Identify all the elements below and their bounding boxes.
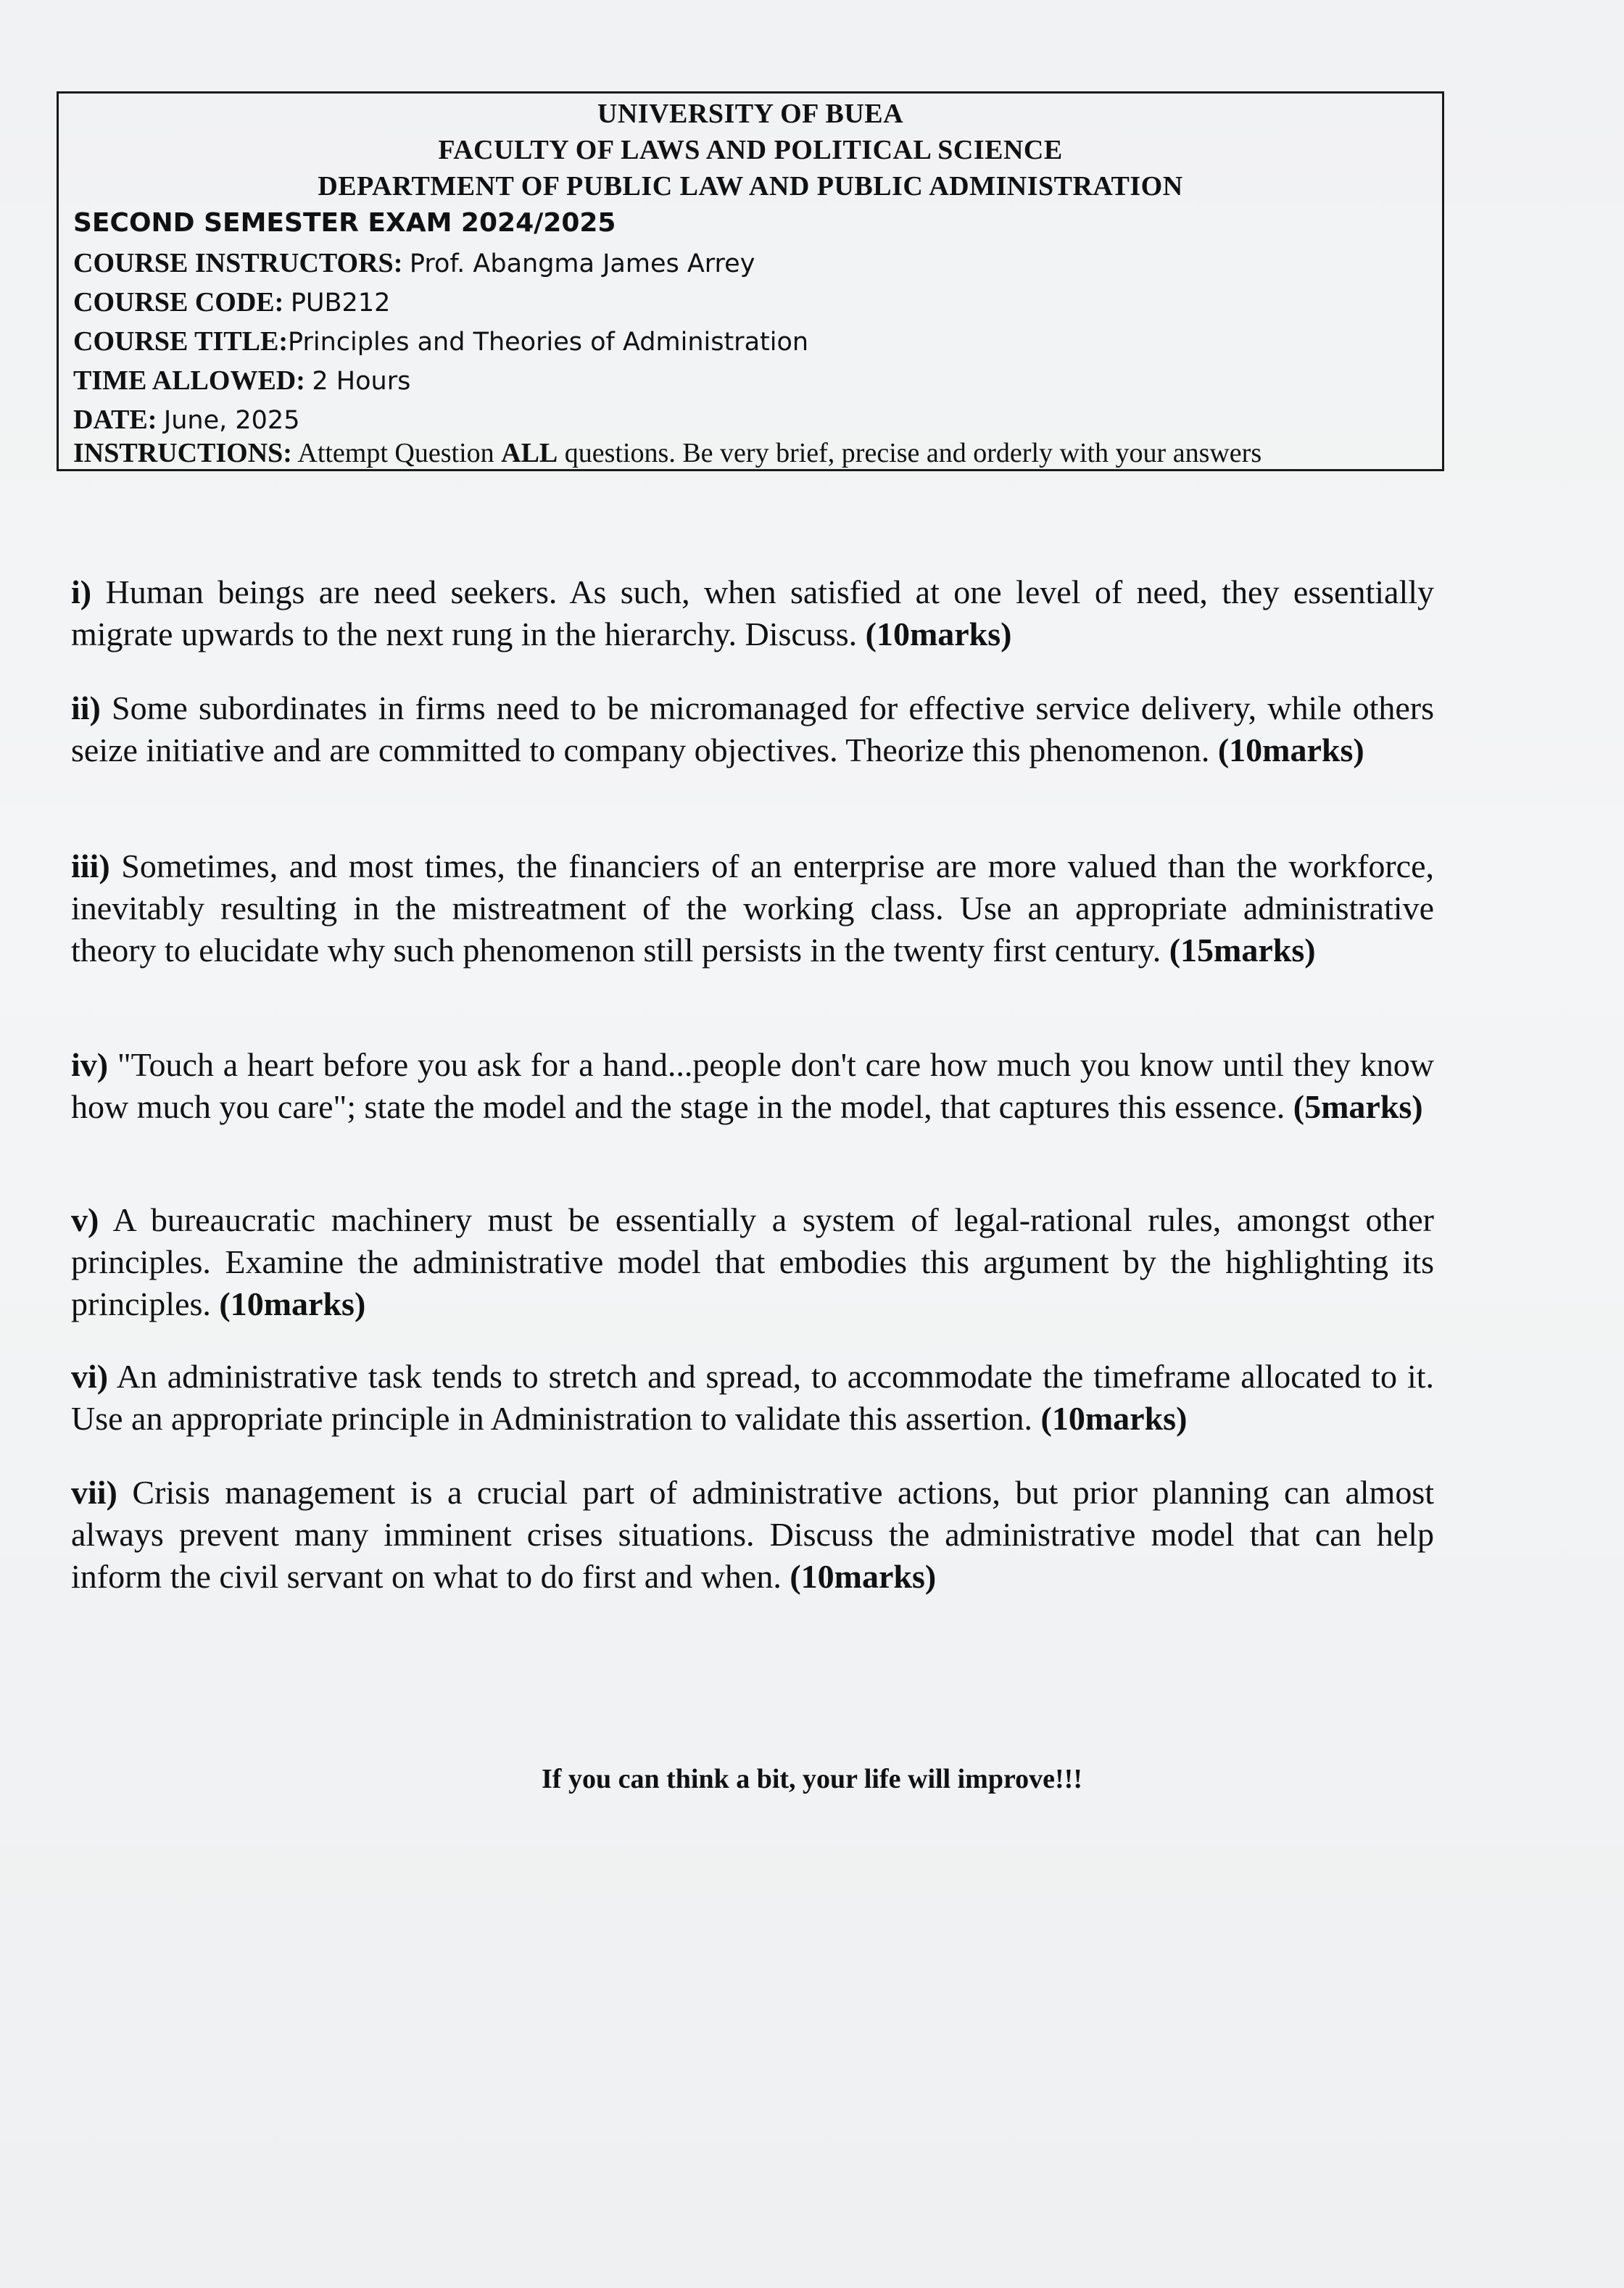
instructions-label: INSTRUCTIONS: bbox=[73, 438, 292, 468]
question-marks: (10marks) bbox=[1040, 1400, 1188, 1437]
question-text: An administrative task tends to stretch and spread, to accommodate the timeframe allocated to it. Use an appropriate principle in Administration to validate this assertion. bbox=[71, 1358, 1434, 1437]
question-text: Some subordinates in firms need to be micromanaged for effective service delivery, while others seize initiative and are committed to company objectives. Theorize this phenomenon. bbox=[71, 689, 1435, 768]
question-2 bbox=[71, 687, 1434, 771]
question-3 bbox=[71, 845, 1434, 971]
time-allowed-label: TIME ALLOWED: bbox=[73, 365, 305, 396]
course-code-line bbox=[73, 286, 390, 318]
instructions-post: questions. Be very brief, precise and orderly with your answers bbox=[564, 438, 1262, 468]
question-marks: (10marks) bbox=[1217, 731, 1364, 768]
time-allowed-line bbox=[73, 365, 410, 397]
question-text: Crisis management is a crucial part of administrative actions, but prior planning can almost always prevent many imminent crises situations. Discuss the administrative model that can help inform the civil servant on what to do first and when. bbox=[71, 1474, 1435, 1595]
question-number: iv) bbox=[71, 1046, 109, 1083]
date-line bbox=[73, 404, 299, 436]
instructions-line bbox=[73, 437, 1262, 469]
question-number: ii) bbox=[71, 689, 101, 726]
date-label: DATE: bbox=[73, 405, 157, 435]
question-number: vii) bbox=[71, 1474, 117, 1511]
course-title-label: COURSE TITLE: bbox=[73, 326, 289, 357]
question-1 bbox=[71, 571, 1434, 655]
question-4 bbox=[71, 1044, 1434, 1128]
footer-motto: If you can think a bit, your life will improve!!! bbox=[542, 1764, 1082, 1794]
question-marks: (15marks) bbox=[1169, 932, 1316, 969]
time-allowed-value: 2 Hours bbox=[312, 367, 411, 396]
instructors-line bbox=[73, 247, 755, 279]
instructions-pre: Attempt Question bbox=[297, 438, 494, 468]
university-name: UNIVERSITY OF BUEA bbox=[597, 99, 904, 129]
instructors-value: Prof. Abangma James Arrey bbox=[409, 249, 755, 278]
question-marks: (10marks) bbox=[790, 1558, 937, 1595]
semester-line: SECOND SEMESTER EXAM 2024/2025 bbox=[73, 208, 616, 238]
question-text: A bureaucratic machinery must be essentially a system of legal-rational rules, amongst other principles. Examine the administrative model that embodies this argument by the highlighting its principles. bbox=[71, 1201, 1434, 1322]
course-title-line bbox=[73, 326, 808, 357]
question-5 bbox=[71, 1199, 1434, 1325]
question-number: i) bbox=[71, 573, 92, 610]
question-number: v) bbox=[71, 1201, 99, 1238]
course-title-value: Principles and Theories of Administration bbox=[288, 328, 809, 357]
question-number: vi) bbox=[71, 1358, 109, 1395]
question-6 bbox=[71, 1356, 1434, 1440]
department-name: DEPARTMENT OF PUBLIC LAW AND PUBLIC ADMINISTRATION bbox=[318, 171, 1183, 202]
question-7 bbox=[71, 1472, 1434, 1598]
question-text: "Touch a heart before you ask for a hand...people don't care how much you know until they know how much you care"; state the model and the stage in the model, that captures this essence. bbox=[71, 1046, 1434, 1125]
date-value: June, 2025 bbox=[163, 406, 300, 435]
exam-header-box bbox=[57, 91, 1444, 471]
course-code-label: COURSE CODE: bbox=[73, 287, 284, 318]
question-text: Sometimes, and most times, the financiers of an enterprise are more valued than the workforce, inevitably resulting in the mistreatment of the working class. Use an appropriate administrative theory to elucidate why such phenomenon still persists in the twenty first century. bbox=[71, 847, 1435, 969]
question-number: iii) bbox=[71, 847, 110, 884]
instructors-label: COURSE INSTRUCTORS: bbox=[73, 248, 403, 278]
question-marks: (5marks) bbox=[1293, 1088, 1423, 1125]
question-text: Human beings are need seekers. As such, when satisfied at one level of need, they essentially migrate upwards to the next rung in the hierarchy. Discuss. bbox=[71, 573, 1434, 652]
faculty-name: FACULTY OF LAWS AND POLITICAL SCIENCE bbox=[438, 135, 1063, 165]
instructions-all: ALL bbox=[501, 438, 558, 468]
course-code-value: PUB212 bbox=[290, 289, 391, 318]
question-marks: (10marks) bbox=[865, 615, 1012, 652]
question-marks: (10marks) bbox=[219, 1285, 366, 1322]
